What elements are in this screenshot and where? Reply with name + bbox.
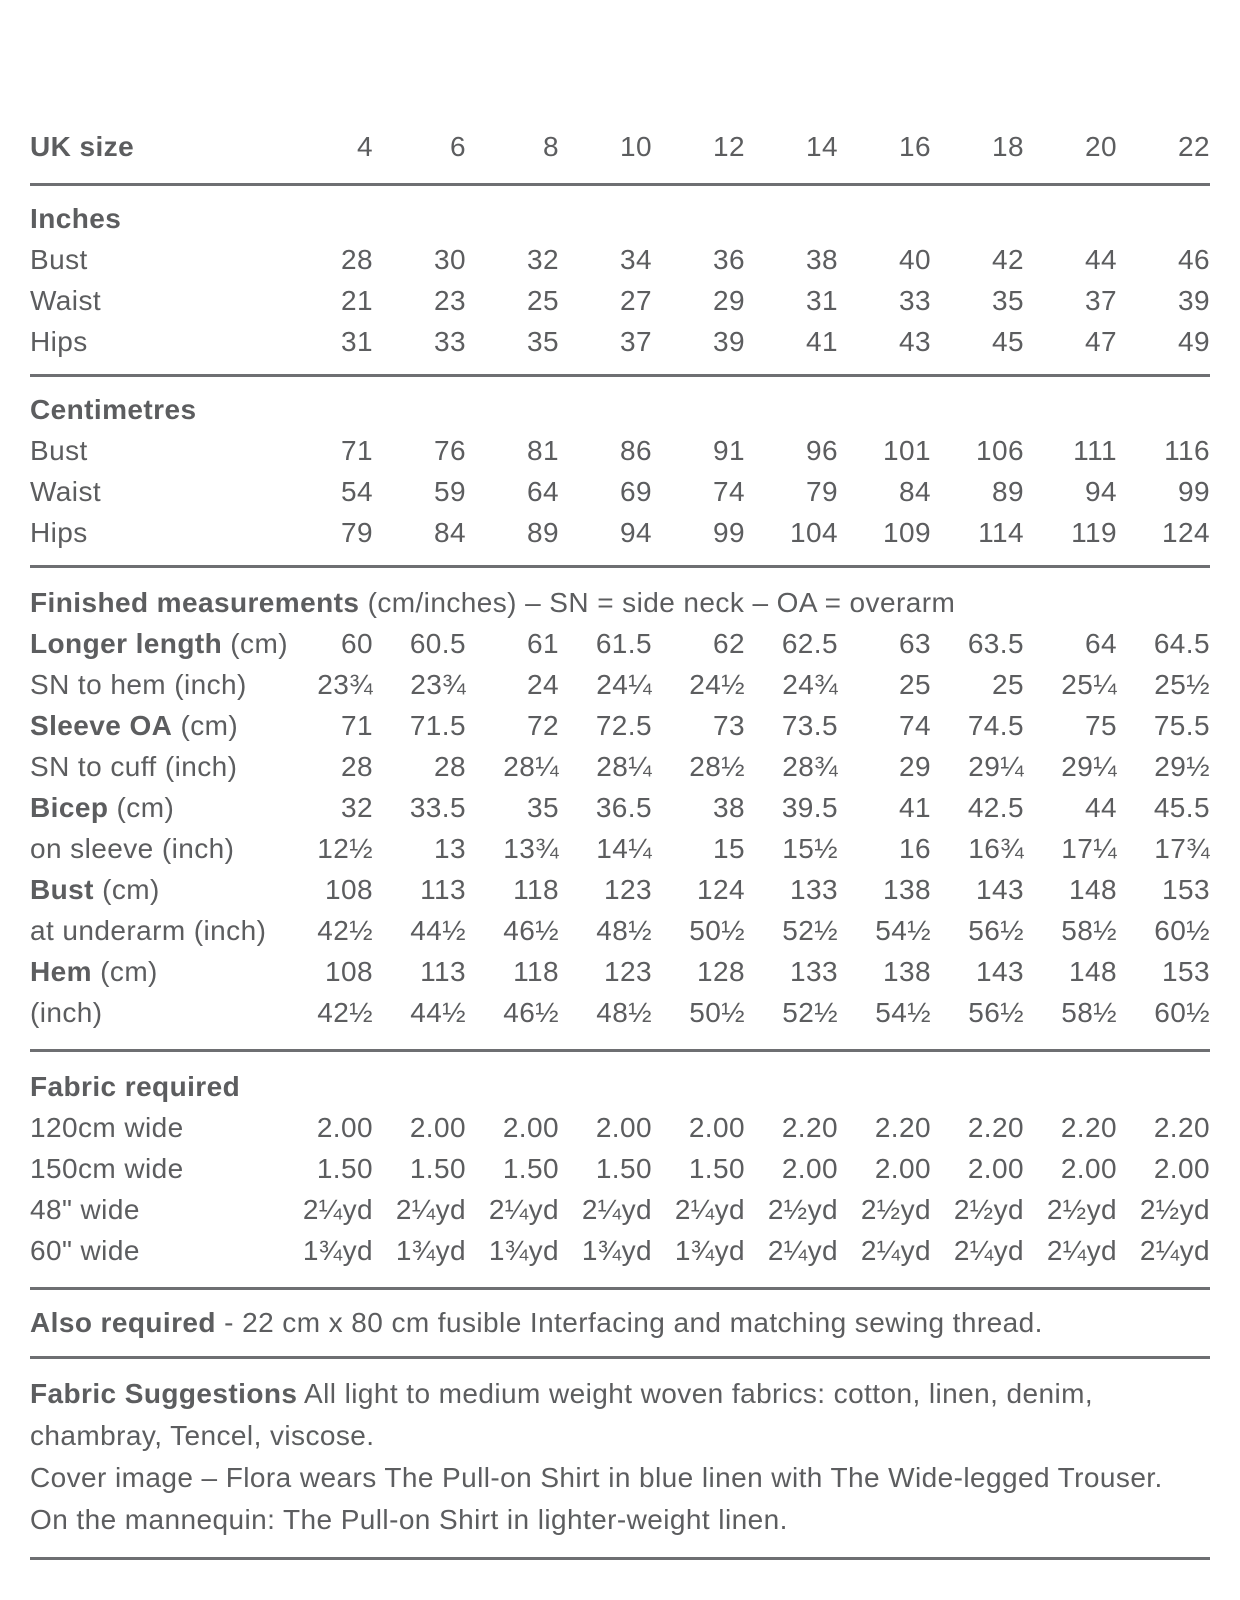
measurement-value: 94: [620, 517, 652, 548]
measurement-value: 58½: [1061, 997, 1117, 1028]
uk-size-value: 4: [357, 131, 373, 162]
measurement-value: 108: [325, 874, 373, 905]
measurement-value: 13: [434, 833, 466, 864]
fabric-value: 2¼yd: [395, 1194, 466, 1225]
measurement-value: 40: [899, 244, 931, 275]
measurement-row: [30, 471, 1210, 512]
measurement-value: 123: [604, 874, 652, 905]
measurement-value: 29½: [1154, 751, 1210, 782]
measurement-value: 138: [883, 874, 931, 905]
row-label: 120cm wide: [30, 1112, 184, 1143]
row-label: 60" wide: [30, 1235, 140, 1266]
measurement-value: 13¾: [503, 833, 559, 864]
measurement-value: 61.5: [595, 628, 652, 659]
divider: [30, 1557, 1210, 1560]
measurement-row: [30, 512, 1210, 553]
measurement-row: [30, 239, 1210, 280]
measurement-value: 119: [1071, 517, 1117, 548]
measurement-value: 143: [976, 874, 1024, 905]
row-label-bold: Bicep: [30, 792, 109, 823]
centimetres-title-row: [30, 389, 1210, 430]
measurement-value: 124: [1162, 517, 1210, 548]
uk-size-label: UK size: [30, 131, 135, 162]
measurement-value: 62.5: [781, 628, 838, 659]
measurement-value: 73: [713, 710, 745, 741]
row-label: [30, 664, 280, 705]
uk-size-value: 20: [1085, 131, 1117, 162]
fabric-value: 2¼yd: [953, 1235, 1024, 1266]
fabric-value: 2¼yd: [674, 1194, 745, 1225]
row-label: Hips: [30, 517, 88, 548]
measurement-value: 86: [620, 435, 652, 466]
measurement-value: 153: [1162, 956, 1210, 987]
uk-size-value: 12: [713, 131, 745, 162]
measurement-value: 42½: [317, 997, 373, 1028]
uk-size-value: 8: [543, 131, 559, 162]
fabric-value: 2.20: [1153, 1112, 1210, 1143]
fabric-value: 1.50: [316, 1153, 373, 1184]
measurement-value: 113: [420, 874, 466, 905]
row-label: 150cm wide: [30, 1153, 184, 1184]
measurement-value: 29¼: [1061, 751, 1117, 782]
divider: [30, 1049, 1210, 1052]
measurement-value: 74.5: [967, 710, 1024, 741]
measurement-value: 16¾: [968, 833, 1024, 864]
measurement-value: 28: [434, 751, 466, 782]
measurement-value: 73.5: [781, 710, 838, 741]
row-label-bold: Bust: [30, 874, 94, 905]
row-label: Waist: [30, 476, 102, 507]
measurement-value: 109: [883, 517, 931, 548]
measurement-value: 41: [806, 326, 838, 357]
measurement-value: 24: [527, 669, 559, 700]
measurement-row: [30, 321, 1210, 362]
measurement-value: 96: [806, 435, 838, 466]
row-label: [30, 787, 280, 828]
measurement-value: 24¼: [596, 669, 652, 700]
measurement-value: 35: [527, 792, 559, 823]
measurement-value: 35: [527, 326, 559, 357]
measurement-value: 71: [341, 435, 373, 466]
measurement-value: 89: [992, 476, 1024, 507]
measurement-value: 23¾: [317, 669, 373, 700]
uk-size-value: 16: [899, 131, 931, 162]
measurement-value: 133: [790, 874, 838, 905]
measurement-value: 25: [899, 669, 931, 700]
measurement-value: 69: [620, 476, 652, 507]
fabric-value: 2½yd: [1046, 1194, 1117, 1225]
measurement-value: 36: [713, 244, 745, 275]
measurement-value: 42½: [317, 915, 373, 946]
measurement-value: 37: [1085, 285, 1117, 316]
measurement-value: 38: [713, 792, 745, 823]
fabric-value: 1¾yd: [395, 1235, 466, 1266]
measurement-value: 123: [604, 956, 652, 987]
finished-measurement-row: [30, 951, 1210, 992]
row-label-bold: Longer length: [30, 628, 223, 659]
measurement-value: 118: [513, 956, 559, 987]
inches-table: [30, 198, 1210, 362]
measurement-value: 54½: [875, 997, 931, 1028]
fabric-value: 1.50: [595, 1153, 652, 1184]
fabric-suggestions-section: [30, 1373, 1170, 1541]
fabric-required-heading: Fabric required: [30, 1071, 241, 1102]
measurement-value: 111: [1073, 435, 1117, 466]
row-label-bold: Hem: [30, 956, 92, 987]
fabric-value: 2.00: [316, 1112, 373, 1143]
measurement-value: 25¼: [1061, 669, 1117, 700]
measurement-value: 36.5: [595, 792, 652, 823]
fabric-value: 1¾yd: [674, 1235, 745, 1266]
measurement-value: 23¾: [410, 669, 466, 700]
measurement-value: 138: [883, 956, 931, 987]
row-label: Bust: [30, 244, 88, 275]
measurement-value: 41: [899, 792, 931, 823]
measurement-value: 37: [620, 326, 652, 357]
measurement-value: 35: [992, 285, 1024, 316]
row-label: Waist: [30, 285, 102, 316]
measurement-value: 79: [341, 517, 373, 548]
measurement-value: 31: [341, 326, 373, 357]
fabric-value: 2¼yd: [1139, 1235, 1210, 1266]
measurement-value: 64: [1085, 628, 1117, 659]
measurement-value: 133: [790, 956, 838, 987]
finished-measurement-row: [30, 664, 1210, 705]
measurement-value: 17¾: [1154, 833, 1210, 864]
fabric-value: 1.50: [502, 1153, 559, 1184]
measurement-value: 45.5: [1153, 792, 1210, 823]
row-label-rest: (cm): [93, 874, 160, 905]
measurement-value: 72.5: [595, 710, 652, 741]
measurement-value: 29: [899, 751, 931, 782]
measurement-value: 46½: [503, 997, 559, 1028]
measurement-value: 54½: [875, 915, 931, 946]
cover-image-note: Cover image – Flora wears The Pull-on Shirt in blue linen with The Wide-legged Trouser. On the mannequin: The Pull-on Shirt in lighter-weight linen.: [30, 1462, 1163, 1535]
measurement-value: 72: [527, 710, 559, 741]
measurement-value: 99: [1178, 476, 1210, 507]
also-required-note: [30, 1290, 1210, 1356]
measurement-value: 79: [806, 476, 838, 507]
measurement-value: 56½: [968, 997, 1024, 1028]
measurement-value: 81: [527, 435, 559, 466]
fabric-value: 2¼yd: [767, 1235, 838, 1266]
inches-section-title: Inches: [30, 203, 122, 234]
measurement-value: 30: [434, 244, 466, 275]
fabric-value: 2.00: [781, 1153, 838, 1184]
centimetres-table: [30, 389, 1210, 553]
measurement-value: 94: [1085, 476, 1117, 507]
measurement-value: 39: [1178, 285, 1210, 316]
row-label: 48" wide: [30, 1194, 140, 1225]
fabric-value: 2.00: [502, 1112, 559, 1143]
measurement-value: 12½: [317, 833, 373, 864]
fabric-value: 2.00: [688, 1112, 745, 1143]
measurement-value: 84: [434, 517, 466, 548]
fabric-value: 2.20: [874, 1112, 931, 1143]
measurement-value: 29¼: [968, 751, 1024, 782]
row-label-rest: (cm): [222, 628, 288, 659]
measurement-value: 32: [527, 244, 559, 275]
measurement-value: 28: [341, 244, 373, 275]
measurement-value: 27: [620, 285, 652, 316]
fabric-value: 1¾yd: [488, 1235, 559, 1266]
measurement-value: 71: [341, 710, 373, 741]
fabric-value: 2.20: [781, 1112, 838, 1143]
row-label-rest: (cm): [172, 710, 239, 741]
fabric-value: 2.00: [967, 1153, 1024, 1184]
measurement-value: 116: [1164, 435, 1210, 466]
measurement-value: 148: [1069, 956, 1117, 987]
row-label: [30, 951, 280, 992]
measurement-value: 99: [713, 517, 745, 548]
measurement-value: 104: [790, 517, 838, 548]
measurement-value: 43: [899, 326, 931, 357]
row-label: Hips: [30, 326, 88, 357]
row-label: [30, 828, 280, 869]
measurement-value: 44: [1085, 244, 1117, 275]
divider: [30, 1356, 1210, 1359]
measurement-value: 60: [341, 628, 373, 659]
fabric-value: 2.20: [967, 1112, 1024, 1143]
finished-measurement-row: [30, 869, 1210, 910]
measurement-value: 74: [713, 476, 745, 507]
measurement-value: 91: [713, 435, 745, 466]
measurement-value: 60½: [1154, 997, 1210, 1028]
finished-heading-bold: Finished measurements: [30, 587, 360, 618]
measurement-value: 15½: [782, 833, 838, 864]
finished-heading-rest: (cm/inches) – SN = side neck – OA = overarm: [359, 587, 956, 618]
fabric-value: 2.20: [1060, 1112, 1117, 1143]
inches-title-row: [30, 198, 1210, 239]
measurement-value: 60½: [1154, 915, 1210, 946]
measurement-value: 15: [713, 833, 745, 864]
measurement-value: 59: [434, 476, 466, 507]
fabric-value: 2.00: [409, 1112, 466, 1143]
row-label: [30, 623, 288, 664]
measurement-value: 38: [806, 244, 838, 275]
measurement-value: 101: [883, 435, 931, 466]
measurement-value: 118: [513, 874, 559, 905]
finished-measurements-heading: [30, 582, 1210, 623]
uk-size-value: 18: [992, 131, 1024, 162]
measurement-value: 46½: [503, 915, 559, 946]
fabric-value: 1¾yd: [302, 1235, 373, 1266]
measurement-value: 61: [527, 628, 559, 659]
measurement-value: 76: [434, 435, 466, 466]
finished-measurement-row: [30, 992, 1210, 1033]
measurement-value: 25: [992, 669, 1024, 700]
finished-measurement-row: [30, 787, 1210, 828]
row-label: [30, 992, 280, 1033]
measurement-value: 42.5: [967, 792, 1024, 823]
measurement-value: 50½: [689, 997, 745, 1028]
fabric-value: 1¾yd: [581, 1235, 652, 1266]
row-label-rest: on sleeve (inch): [30, 833, 235, 864]
measurement-value: 33: [434, 326, 466, 357]
measurement-value: 62: [713, 628, 745, 659]
measurement-value: 56½: [968, 915, 1024, 946]
measurement-value: 75.5: [1153, 710, 1210, 741]
finished-measurements-section: [30, 582, 1210, 1033]
fabric-value: 2.00: [1060, 1153, 1117, 1184]
uk-size-value: 14: [806, 131, 838, 162]
fabric-value: 2.00: [595, 1112, 652, 1143]
row-label-rest: (inch): [30, 997, 103, 1028]
fabric-value: 2½yd: [1139, 1194, 1210, 1225]
measurement-value: 46: [1178, 244, 1210, 275]
finished-measurement-row: [30, 828, 1210, 869]
measurement-value: 143: [976, 956, 1024, 987]
divider: [30, 565, 1210, 568]
uk-size-value: 6: [450, 131, 466, 162]
measurement-value: 52½: [782, 915, 838, 946]
also-required-label: Also required: [30, 1307, 216, 1338]
row-label: [30, 910, 280, 951]
measurement-value: 16: [899, 833, 931, 864]
measurement-value: 31: [806, 285, 838, 316]
measurement-value: 28: [341, 751, 373, 782]
measurement-value: 48½: [596, 997, 652, 1028]
measurement-value: 28¾: [782, 751, 838, 782]
measurement-value: 64.5: [1153, 628, 1210, 659]
uk-size-row: [30, 126, 1210, 167]
finished-measurement-row: [30, 746, 1210, 787]
measurement-value: 47: [1085, 326, 1117, 357]
fabric-row: [30, 1230, 1210, 1271]
measurement-value: 34: [620, 244, 652, 275]
measurement-value: 44½: [410, 915, 466, 946]
measurement-value: 45: [992, 326, 1024, 357]
measurement-value: 64: [527, 476, 559, 507]
measurement-value: 71.5: [409, 710, 466, 741]
measurement-value: 48½: [596, 915, 652, 946]
measurement-value: 24¾: [782, 669, 838, 700]
measurement-row: [30, 430, 1210, 471]
measurement-value: 25: [527, 285, 559, 316]
measurement-value: 28¼: [596, 751, 652, 782]
measurement-value: 29: [713, 285, 745, 316]
measurement-value: 148: [1069, 874, 1117, 905]
measurement-value: 44: [1085, 792, 1117, 823]
finished-measurements-table: [30, 623, 1210, 1033]
row-label: [30, 869, 280, 910]
measurement-value: 84: [899, 476, 931, 507]
row-label-rest: SN to hem (inch): [30, 669, 247, 700]
measurement-value: 42: [992, 244, 1024, 275]
measurement-value: 24½: [689, 669, 745, 700]
measurement-value: 23: [434, 285, 466, 316]
measurement-value: 54: [341, 476, 373, 507]
measurement-value: 124: [697, 874, 745, 905]
measurement-value: 128: [697, 956, 745, 987]
measurement-value: 113: [420, 956, 466, 987]
measurement-value: 28¼: [503, 751, 559, 782]
measurement-value: 75: [1085, 710, 1117, 741]
centimetres-section-title: Centimetres: [30, 394, 197, 425]
fabric-value: 2¼yd: [488, 1194, 559, 1225]
fabric-value: 2½yd: [953, 1194, 1024, 1225]
measurement-value: 21: [341, 285, 373, 316]
row-label: [30, 746, 280, 787]
fabric-row: [30, 1107, 1210, 1148]
uk-size-value: 22: [1178, 131, 1210, 162]
fabric-value: 2.00: [1153, 1153, 1210, 1184]
uk-size-value: 10: [620, 131, 652, 162]
measurement-value: 33: [899, 285, 931, 316]
measurement-value: 106: [976, 435, 1024, 466]
row-label-rest: at underarm (inch): [30, 915, 267, 946]
row-label-rest: SN to cuff (inch): [30, 751, 238, 782]
fabric-suggestions-text: [30, 1373, 1170, 1457]
fabric-required-table: [30, 1066, 1210, 1271]
row-label: [30, 705, 280, 746]
fabric-value: 1.50: [409, 1153, 466, 1184]
measurement-value: 89: [527, 517, 559, 548]
row-label-bold: Sleeve OA: [30, 710, 173, 741]
fabric-suggestions-rest: All light to medium weight woven fabrics: cotton, linen, denim, chambray, Tencel, viscose.: [30, 1378, 1094, 1451]
fabric-value: 2¼yd: [302, 1194, 373, 1225]
measurement-value: 58½: [1061, 915, 1117, 946]
fabric-value: 1.50: [688, 1153, 745, 1184]
fabric-value: 2¼yd: [860, 1235, 931, 1266]
fabric-value: 2¼yd: [581, 1194, 652, 1225]
finished-measurement-row: [30, 623, 1210, 664]
fabric-value: 2¼yd: [1046, 1235, 1117, 1266]
measurement-value: 63: [899, 628, 931, 659]
measurement-value: 25½: [1154, 669, 1210, 700]
measurement-value: 17¼: [1061, 833, 1117, 864]
measurement-value: 44½: [410, 997, 466, 1028]
fabric-suggestions-label: Fabric Suggestions: [30, 1378, 298, 1409]
measurement-value: 50½: [689, 915, 745, 946]
fabric-value: 2½yd: [860, 1194, 931, 1225]
row-label: Bust: [30, 435, 88, 466]
divider: [30, 374, 1210, 377]
finished-measurement-row: [30, 910, 1210, 951]
measurement-value: 33.5: [409, 792, 466, 823]
measurement-value: 14¼: [596, 833, 652, 864]
measurement-row: [30, 280, 1210, 321]
measurement-value: 60.5: [409, 628, 466, 659]
measurement-value: 63.5: [967, 628, 1024, 659]
measurement-value: 52½: [782, 997, 838, 1028]
measurement-value: 108: [325, 956, 373, 987]
row-label-rest: (cm): [108, 792, 175, 823]
fabric-row: [30, 1148, 1210, 1189]
uk-size-table: [30, 126, 1210, 167]
row-label-rest: (cm): [91, 956, 158, 987]
divider: [30, 183, 1210, 186]
measurement-value: 39.5: [781, 792, 838, 823]
also-required-text: - 22 cm x 80 cm fusible Interfacing and matching sewing thread.: [215, 1307, 1043, 1338]
fabric-value: 2.00: [874, 1153, 931, 1184]
measurement-value: 49: [1178, 326, 1210, 357]
measurement-value: 74: [899, 710, 931, 741]
fabric-title-row: [30, 1066, 1210, 1107]
fabric-value: 2½yd: [767, 1194, 838, 1225]
measurement-value: 28½: [689, 751, 745, 782]
measurement-value: 39: [713, 326, 745, 357]
measurement-value: 114: [978, 517, 1024, 548]
fabric-row: [30, 1189, 1210, 1230]
measurement-value: 32: [341, 792, 373, 823]
measurement-value: 153: [1162, 874, 1210, 905]
finished-measurement-row: [30, 705, 1210, 746]
